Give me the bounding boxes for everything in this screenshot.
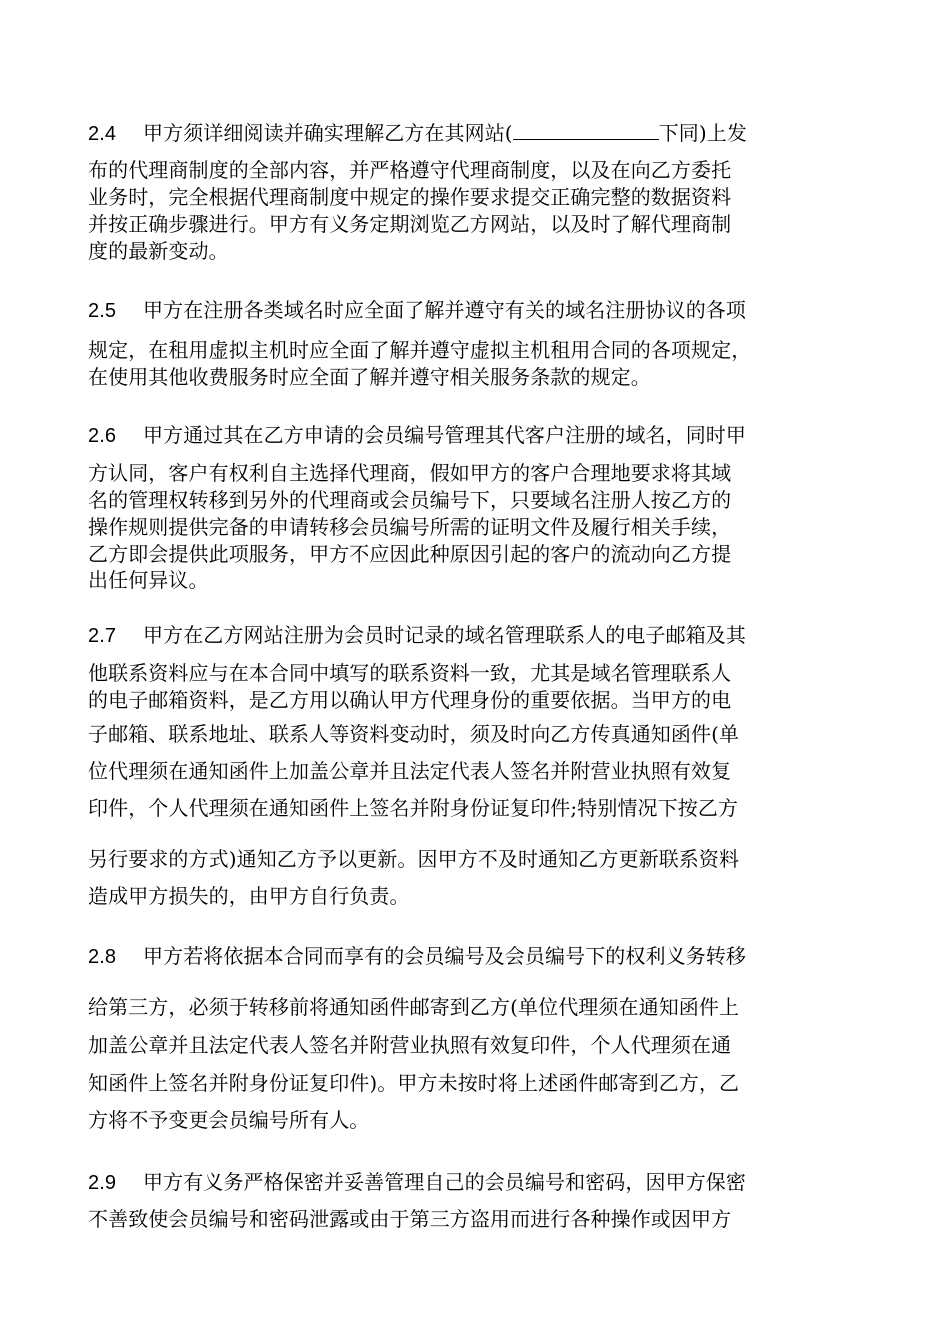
clause-text: 下同)上发 <box>658 121 748 145</box>
clause-number: 2.5 <box>88 300 117 322</box>
clause-2-4-line-5: 度的最新变动。 <box>88 239 229 263</box>
clause-text: 甲方有义务严格保密并妥善管理自己的会员编号和密码，因甲方保密 <box>143 1170 746 1194</box>
clause-2-8-line-1 <box>88 943 868 970</box>
clause-number: 2.9 <box>88 1172 117 1194</box>
clause-number: 2.6 <box>88 425 117 447</box>
clause-2-7-line-4: 子邮箱、联系地址、联系人等资料变动时，须及时向乙方传真通知函件(单 <box>88 722 740 746</box>
clause-2-6-line-6: 出任何异议。 <box>88 568 209 592</box>
clause-2-7-line-2: 他联系资料应与在本合同中填写的联系资料一致，尤其是域名管理联系人 <box>88 661 732 685</box>
clause-2-8-line-2: 给第三方，必须于转移前将通知函件邮寄到乙方(单位代理须在通知函件上 <box>88 995 740 1019</box>
clause-2-7-line-1 <box>88 622 868 649</box>
clause-2-4-line-3: 业务时，完全根据代理商制度中规定的操作要求提交正确完整的数据资料 <box>88 185 732 209</box>
clause-text: 甲方在乙方网站注册为会员时记录的域名管理联系人的电子邮箱及其 <box>143 623 746 647</box>
clause-2-5-line-1 <box>88 297 868 324</box>
clause-2-4-line-4: 并按正确步骤进行。甲方有义务定期浏览乙方网站，以及时了解代理商制 <box>88 212 732 236</box>
clause-2-7-line-6: 印件，个人代理须在通知函件上签名并附身份证复印件;特别情况下按乙方 <box>88 796 739 820</box>
clause-2-7-line-5: 位代理须在通知函件上加盖公章并且法定代表人签名并附营业执照有效复 <box>88 759 732 783</box>
clause-2-7-line-3: 的电子邮箱资料，是乙方用以确认甲方代理身份的重要依据。当甲方的电 <box>88 688 732 712</box>
clause-2-6-line-2: 方认同，客户有权利自主选择代理商，假如甲方的客户合理地要求将其域 <box>88 461 732 485</box>
clause-2-9-line-1 <box>88 1169 868 1196</box>
clause-number: 2.8 <box>88 946 117 968</box>
clause-text: 甲方须详细阅读并确实理解乙方在其网站( <box>143 121 513 145</box>
clause-2-6-line-5: 乙方即会提供此项服务，甲方不应因此种原因引起的客户的流动向乙方提 <box>88 542 732 566</box>
clause-number: 2.7 <box>88 625 117 647</box>
clause-text: 甲方若将依据本合同而享有的会员编号及会员编号下的权利义务转移 <box>143 944 746 968</box>
clause-2-5-line-3: 在使用其他收费服务时应全面了解并遵守相关服务条款的规定。 <box>88 365 651 389</box>
clause-text: 甲方通过其在乙方申请的会员编号管理其代客户注册的域名，同时甲 <box>143 423 746 447</box>
clause-2-4-line-1 <box>88 120 868 147</box>
clause-2-5-line-2: 规定，在租用虚拟主机时应全面了解并遵守虚拟主机租用合同的各项规定， <box>88 338 752 362</box>
clause-2-6-line-3: 名的管理权转移到另外的代理商或会员编号下，只要域名注册人按乙方的 <box>88 488 732 512</box>
clause-2-6-line-4: 操作规则提供完备的申请转移会员编号所需的证明文件及履行相关手续， <box>88 515 732 539</box>
website-blank-underline <box>513 121 659 140</box>
clause-2-7-line-7: 另行要求的方式)通知乙方予以更新。因甲方不及时通知乙方更新联系资料 <box>88 847 740 871</box>
clause-2-8-line-3: 加盖公章并且法定代表人签名并附营业执照有效复印件，个人代理须在通 <box>88 1033 732 1057</box>
clause-text: 甲方在注册各类域名时应全面了解并遵守有关的域名注册协议的各项 <box>143 298 746 322</box>
clause-2-8-line-4: 知函件上签名并附身份证复印件)。甲方未按时将上述函件邮寄到乙方，乙 <box>88 1071 740 1095</box>
clause-number: 2.4 <box>88 123 117 145</box>
clause-2-6-line-1 <box>88 422 868 449</box>
clause-2-8-line-5: 方将不予变更会员编号所有人。 <box>88 1108 370 1132</box>
clause-2-9-line-2: 不善致使会员编号和密码泄露或由于第三方盗用而进行各种操作或因甲方 <box>88 1207 732 1231</box>
clause-2-4-line-2: 布的代理商制度的全部内容，并严格遵守代理商制度，以及在向乙方委托 <box>88 158 732 182</box>
clause-2-7-line-8: 造成甲方损失的，由甲方自行负责。 <box>88 884 410 908</box>
